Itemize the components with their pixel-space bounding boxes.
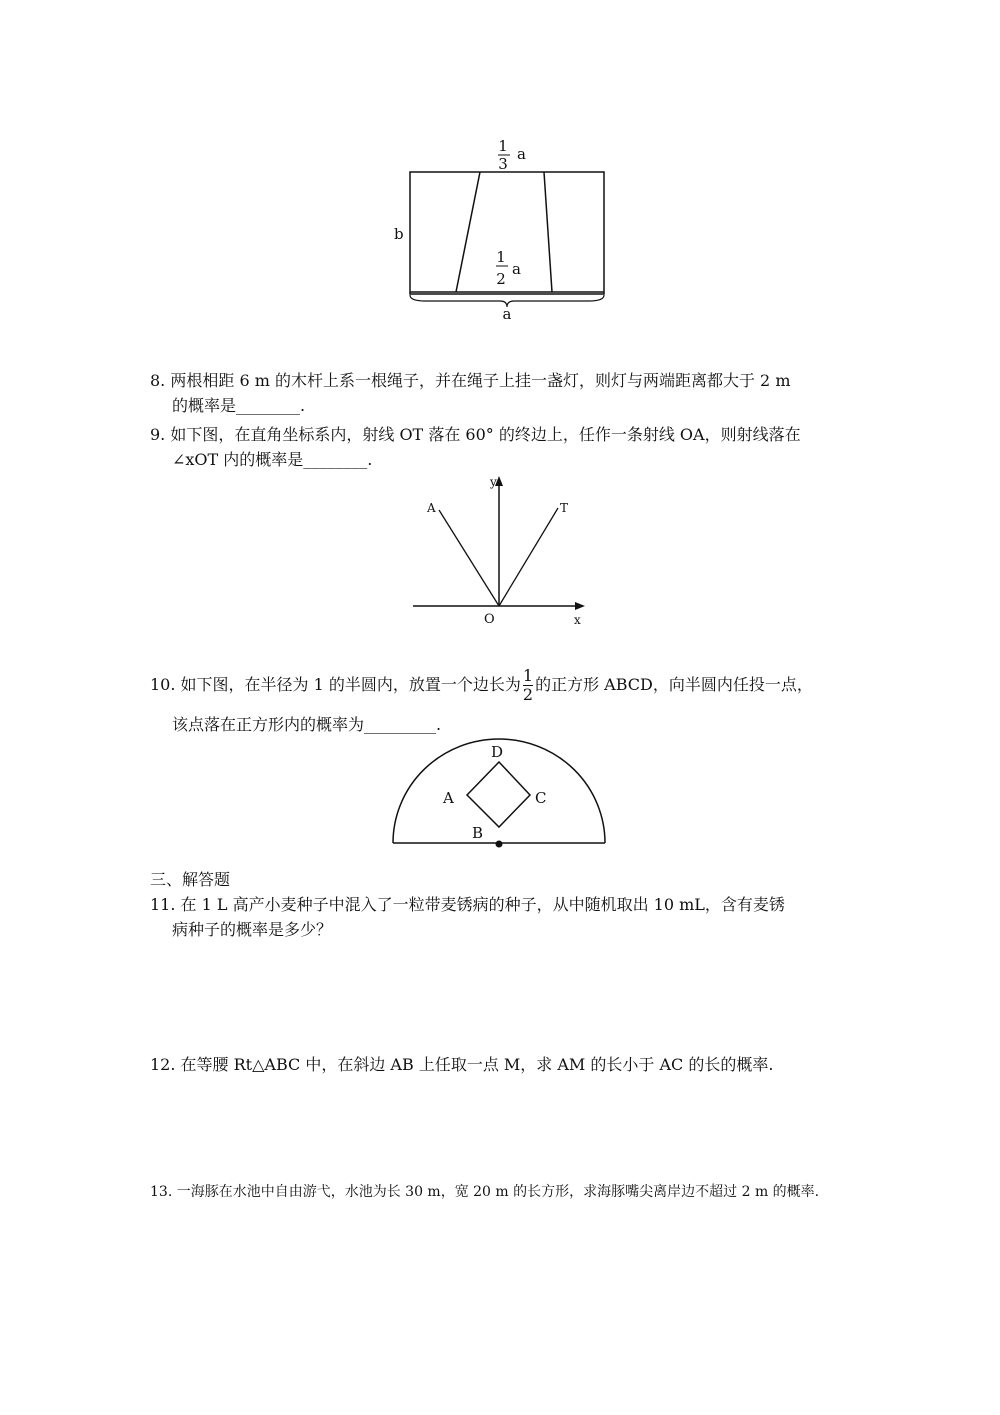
label-y: y [490, 475, 497, 489]
question-10-text-before: 10. 如下图，在半径为 1 的半圆内，放置一个边长为 [150, 675, 521, 694]
fraction-numerator: 1 [522, 666, 534, 685]
svg-text:a: a [517, 145, 526, 163]
question-10-line1 [150, 665, 813, 705]
outer-rectangle [410, 172, 604, 294]
trapezoid-right-side [544, 172, 552, 292]
figure-semicircle-square [385, 735, 615, 850]
side-label-b: b [394, 225, 404, 243]
x-axis-arrow [575, 602, 585, 610]
label-A: A [443, 789, 454, 807]
question-8-line2: 的概率是________. [172, 396, 306, 415]
ray-OA [439, 510, 499, 606]
svg-text:1: 1 [496, 248, 506, 266]
label-C: C [535, 789, 547, 807]
square-ABCD [467, 762, 530, 827]
label-B: B [472, 824, 484, 842]
question-10-text-after: 的正方形 ABCD，向半圆内任投一点， [535, 675, 813, 694]
ray-OT [499, 508, 558, 606]
question-12: 12. 在等腰 Rt△ABC 中，在斜边 AB 上任取一点 M，求 AM 的长小于 AC 的长的概率. [150, 1055, 774, 1074]
trapezoid-left-side [456, 172, 480, 292]
middle-fraction-label [496, 248, 521, 288]
label-x: x [574, 613, 581, 627]
question-9-line2: ∠xOT 内的概率是________. [172, 450, 373, 469]
section-title: 三、解答题 [150, 870, 231, 889]
label-D: D [491, 743, 504, 761]
fraction-one-half [523, 667, 533, 704]
label-T: T [560, 501, 569, 515]
bottom-label-a: a [502, 305, 512, 323]
question-8-line1: 8. 两根相距 6 m 的木杆上系一根绳子，并在绳子上挂一盏灯，则灯与两端距离都大于 2 m [150, 371, 791, 390]
svg-text:2: 2 [496, 270, 506, 288]
question-10-line2: 该点落在正方形内的概率为_________. [172, 715, 442, 734]
top-fraction-label [498, 137, 526, 173]
label-O: O [484, 612, 495, 627]
fraction-denominator: 2 [522, 685, 534, 704]
svg-text:a: a [512, 260, 521, 278]
figure-rectangle-trapezoid [385, 135, 625, 325]
center-point [496, 841, 503, 848]
question-13: 13. 一海豚在水池中自由游弋，水池为长 30 m，宽 20 m 的长方形，求海豚嘴尖离岸边不超过 2 m 的概率. [150, 1184, 820, 1200]
svg-text:3: 3 [498, 155, 508, 173]
svg-text:1: 1 [498, 137, 508, 155]
figure-coordinate-rays [405, 470, 595, 630]
question-11-line2: 病种子的概率是多少？ [172, 920, 333, 939]
question-9-line1: 9. 如下图，在直角坐标系内，射线 OT 落在 60° 的终边上，任作一条射线 OA，则射线落在 [150, 425, 801, 444]
label-A: A [427, 501, 436, 515]
question-11-line1: 11. 在 1 L 高产小麦种子中混入了一粒带麦锈病的种子，从中随机取出 10 mL，含有麦锈 [150, 895, 785, 914]
